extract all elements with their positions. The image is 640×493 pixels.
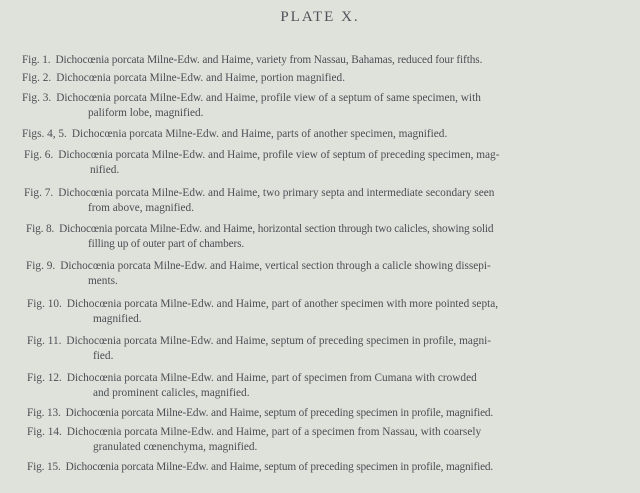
caption-text: Dichocœnia porcata Milne-Edw. and Haime, part of a specimen from Nassau, with coarsely [66, 426, 482, 438]
figure-label: Fig. 7. [24, 187, 54, 199]
caption-text: Dichocœnia porcata Milne-Edw. and Haime, parts of another specimen, magnified. [71, 128, 448, 140]
figure-caption-9 [26, 259, 491, 289]
caption-text: Dichocœnia porcata Milne-Edw. and Haime, profile view of a septum of same specimen, with [56, 92, 481, 104]
figure-label: Fig. 3. [22, 92, 52, 104]
figure-label: Fig. 6. [24, 149, 54, 161]
caption-continuation: and prominent calicles, magnified. [93, 387, 250, 399]
figure-caption-3 [22, 91, 481, 121]
caption-continuation: paliform lobe, magnified. [88, 107, 204, 119]
caption-text: Dichocœnia porcata Milne-Edw. and Haime, variety from Nassau, Bahamas, reduced four fifths. [55, 54, 483, 66]
caption-text: Dichocœnia porcata Milne-Edw. and Haime, vertical section through a calicle showing dissepi- [60, 260, 491, 272]
figure-caption-2 [22, 71, 345, 86]
figure-caption-15 [27, 460, 493, 475]
caption-text: Dichocœnia porcata Milne-Edw. and Haime, septum of preceding specimen in profile, magnified. [65, 407, 494, 419]
figure-label: Fig. 14. [27, 426, 62, 438]
caption-continuation: ments. [88, 275, 118, 287]
figure-caption-11 [27, 334, 491, 364]
figure-label: Fig. 1. [22, 54, 51, 66]
figure-caption-13 [27, 406, 493, 421]
figure-caption-1 [22, 53, 482, 68]
figure-caption-4-5 [22, 127, 447, 142]
caption-text: Dichocœnia porcata Milne-Edw. and Haime, two primary septa and intermediate secondary seen [58, 187, 495, 199]
caption-text: Dichocœnia porcata Milne-Edw. and Haime, horizontal section through two calicles, showing solid [59, 223, 494, 235]
figure-label: Fig. 15. [27, 461, 61, 473]
figure-label: Fig. 9. [26, 260, 56, 272]
caption-text: Dichocœnia porcata Milne-Edw. and Haime, septum of preceding specimen in profile, magni- [66, 335, 492, 347]
caption-continuation: from above, magnified. [88, 202, 195, 214]
figure-caption-7 [24, 186, 494, 216]
figure-caption-6 [24, 148, 499, 178]
caption-text: Dichocœnia porcata Milne-Edw. and Haime, part of specimen from Cumana with crowded [66, 372, 477, 384]
caption-text: Dichocœnia porcata Milne-Edw. and Haime, septum of preceding specimen in profile, magnified. [65, 461, 494, 473]
caption-text: Dichocœnia porcata Milne-Edw. and Haime, part of another specimen with more pointed septa, [66, 298, 499, 310]
figure-caption-10 [27, 297, 498, 327]
figure-label: Fig. 12. [27, 372, 62, 384]
figure-label: Fig. 13. [27, 407, 61, 419]
figure-caption-14 [27, 425, 481, 455]
figure-caption-8 [26, 222, 493, 252]
figure-caption-12 [27, 371, 477, 401]
caption-continuation: fied. [93, 350, 114, 362]
caption-continuation: magnified. [93, 313, 142, 325]
caption-continuation: filling up of outer part of chambers. [88, 238, 245, 250]
figure-label: Fig. 11. [27, 335, 62, 347]
figure-label: Fig. 2. [22, 72, 52, 84]
caption-continuation: nified. [90, 164, 120, 176]
caption-text: Dichocœnia porcata Milne-Edw. and Haime, profile view of septum of preceding specimen, mag- [58, 149, 500, 161]
plate-title: PLATE X. [280, 9, 360, 25]
figure-label: Fig. 10. [27, 298, 62, 310]
figure-label: Fig. 8. [26, 223, 55, 235]
caption-continuation: granulated cœnenchyma, magnified. [93, 441, 258, 453]
caption-text: Dichocœnia porcata Milne-Edw. and Haime, portion magnified. [56, 72, 346, 84]
figure-label: Figs. 4, 5. [22, 128, 67, 140]
